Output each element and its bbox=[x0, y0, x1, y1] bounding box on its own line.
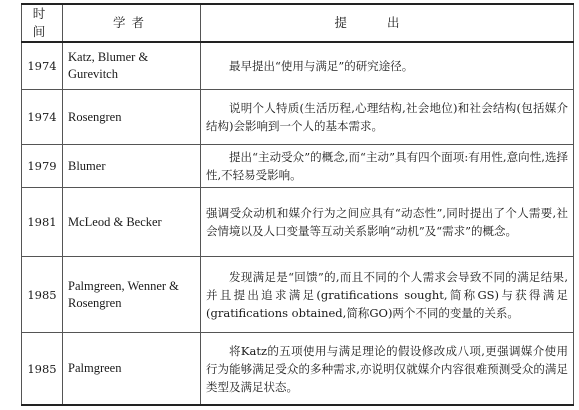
year-cell: 1985 bbox=[22, 257, 63, 333]
table-header bbox=[22, 4, 574, 42]
proposal-text: 最早提出“使用与满足”的研究途径。 bbox=[229, 59, 414, 73]
proposal-text: 说明个人特质(生活历程,心理结构,社会地位)和社会结构(包括媒介结构)会影响到一个人的基本需求。 bbox=[206, 101, 568, 133]
year-cell: 1981 bbox=[22, 188, 63, 257]
author-cell: McLeod & Becker bbox=[63, 188, 201, 257]
year-cell: 1974 bbox=[22, 90, 63, 145]
author-cell: Katz, Blumer & Gurevitch bbox=[63, 42, 201, 90]
proposal-text: 提出“主动受众”的概念,而“主动”具有四个面项:有用性,意向性,选择性,不轻易受影响。 bbox=[206, 150, 568, 182]
table-row bbox=[22, 257, 574, 333]
header-row bbox=[22, 4, 574, 42]
proposal-cell bbox=[201, 42, 574, 90]
proposal-text: 发现满足是“回馈”的,而且不同的个人需求会导致不同的满足结果,并且提出追求满足(gratifications sought,简称GS)与获得满足(gratifications obtained,简称GO)两个不同的变量的关系。 bbox=[206, 269, 568, 320]
author-cell: Palmgreen, Wenner & Rosengren bbox=[63, 257, 201, 333]
year-cell: 1985 bbox=[22, 333, 63, 406]
proposal-text: 强调受众动机和媒介行为之间应具有“动态性”,同时提出了个人需要,社会情境以及人口变量等互动关系影响“动机”及“需求”的概念。 bbox=[206, 206, 568, 238]
proposal-cell bbox=[201, 257, 574, 333]
header-proposal: 提出 bbox=[201, 4, 574, 42]
header-author: 学者 bbox=[63, 4, 201, 42]
table-body bbox=[22, 42, 574, 405]
proposal-cell bbox=[201, 90, 574, 145]
proposal-cell bbox=[201, 333, 574, 406]
proposal-text: 将Katz的五项使用与满足理论的假设修改成八项,更强调媒介使用行为能够满足受众的多种需求,亦说明仅就媒介内容很难预测受众的满足类型及满足状态。 bbox=[206, 343, 568, 394]
table-row bbox=[22, 333, 574, 406]
uses-gratifications-table bbox=[21, 3, 574, 406]
table-row bbox=[22, 188, 574, 257]
year-cell: 1979 bbox=[22, 145, 63, 188]
proposal-cell bbox=[201, 145, 574, 188]
table-row bbox=[22, 90, 574, 145]
header-year: 时间 bbox=[22, 4, 63, 42]
author-cell: Rosengren bbox=[63, 90, 201, 145]
author-cell: Blumer bbox=[63, 145, 201, 188]
year-cell: 1974 bbox=[22, 42, 63, 90]
table-row bbox=[22, 145, 574, 188]
proposal-cell bbox=[201, 188, 574, 257]
table-row bbox=[22, 42, 574, 90]
author-cell: Palmgreen bbox=[63, 333, 201, 406]
